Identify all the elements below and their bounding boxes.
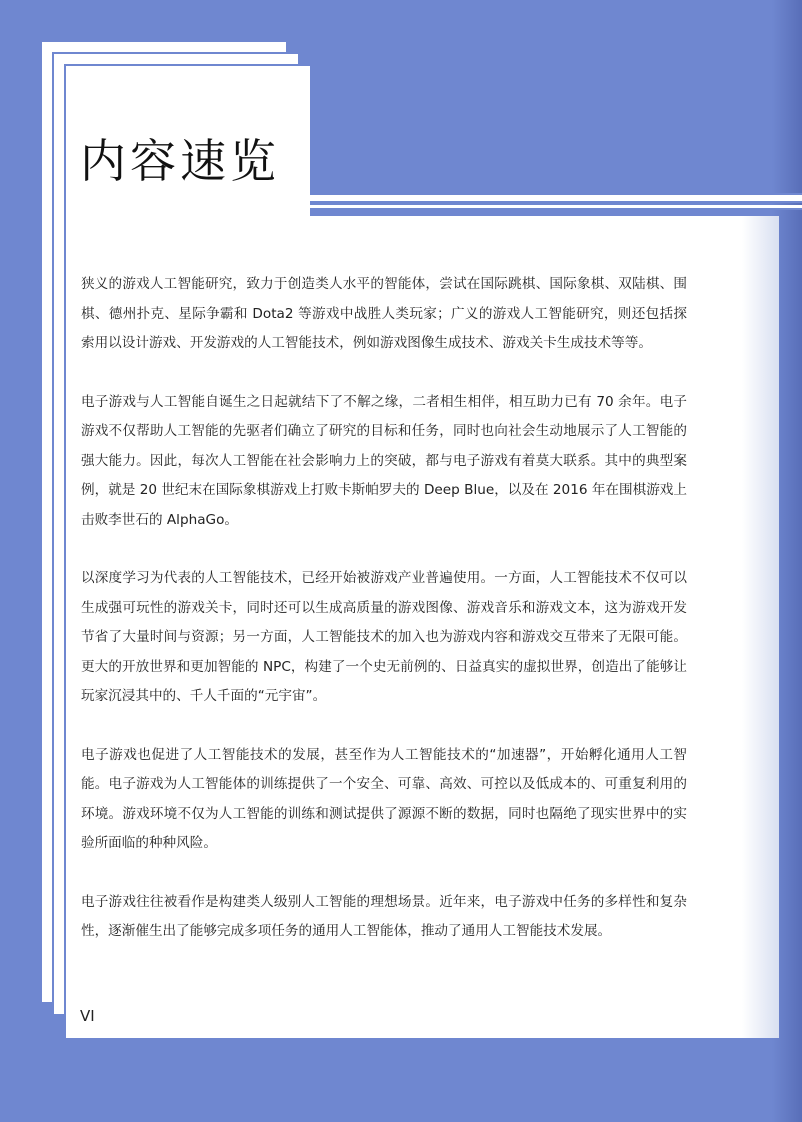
paragraph-1: 狭义的游戏人工智能研究，致力于创造类人水平的智能体，尝试在国际跳棋、国际象棋、双陆棋、围棋、德州扑克、星际争霸和 Dota2 等游戏中战胜人类玩家；广义的游戏人工智能研究，则还包括探索用以设计游戏、开发游戏的人工智能技术，例如游戏图像生成技术、游戏关卡生成技术等等。 <box>81 276 687 351</box>
page-number: VI <box>80 1007 95 1025</box>
content-body <box>81 270 687 976</box>
header-band-line <box>310 205 802 210</box>
paragraph-5: 电子游戏往往被看作是构建类人级别人工智能的理想场景。近年来，电子游戏中任务的多样性和复杂性，逐渐催生出了能够完成多项任务的通用人工智能体，推动了通用人工智能技术发展。 <box>81 893 687 939</box>
paragraph-2: 电子游戏与人工智能自诞生之日起就结下了不解之缘，二者相生相伴，相互助力已有 70 余年。电子游戏不仅帮助人工智能的先驱者们确立了研究的目标和任务，同时也向社会生动地展示了人工智能的强大能力。因此，每次人工智能在社会影响力上的突破，都与电子游戏有着莫大联系。其中的典型案例，就是 20 世纪末在国际象棋游戏上打败卡斯帕罗夫的 Deep Blue，以及在 2016 年在围棋游戏上击败李世石的 AlphaGo。 <box>81 393 687 528</box>
paragraph-4: 电子游戏也促进了人工智能技术的发展，甚至作为人工智能技术的“加速器”，开始孵化通用人工智能。电子游戏为人工智能体的训练提供了一个安全、可靠、高效、可控以及低成本的、可重复利用的环境。游戏环境不仅为人工智能的训练和测试提供了源源不断的数据，同时也隔绝了现实世界中的实验所面临的种种风险。 <box>81 746 687 851</box>
paragraph-3: 以深度学习为代表的人工智能技术，已经开始被游戏产业普遍使用。一方面，人工智能技术不仅可以生成强可玩性的游戏关卡，同时还可以生成高质量的游戏图像、游戏音乐和游戏文本，这为游戏开发节省了大量时间与资源；另一方面，人工智能技术的加入也为游戏内容和游戏交互带来了无限可能。更大的开放世界和更加智能的 NPC，构建了一个史无前例的、日益真实的虚拟世界，创造出了能够让玩家沉浸其中的、千人千面的“元宇宙”。 <box>81 570 687 704</box>
page-title: 内容速览 <box>80 134 280 188</box>
header-band <box>310 193 802 203</box>
page-edge-fade <box>742 216 779 1038</box>
